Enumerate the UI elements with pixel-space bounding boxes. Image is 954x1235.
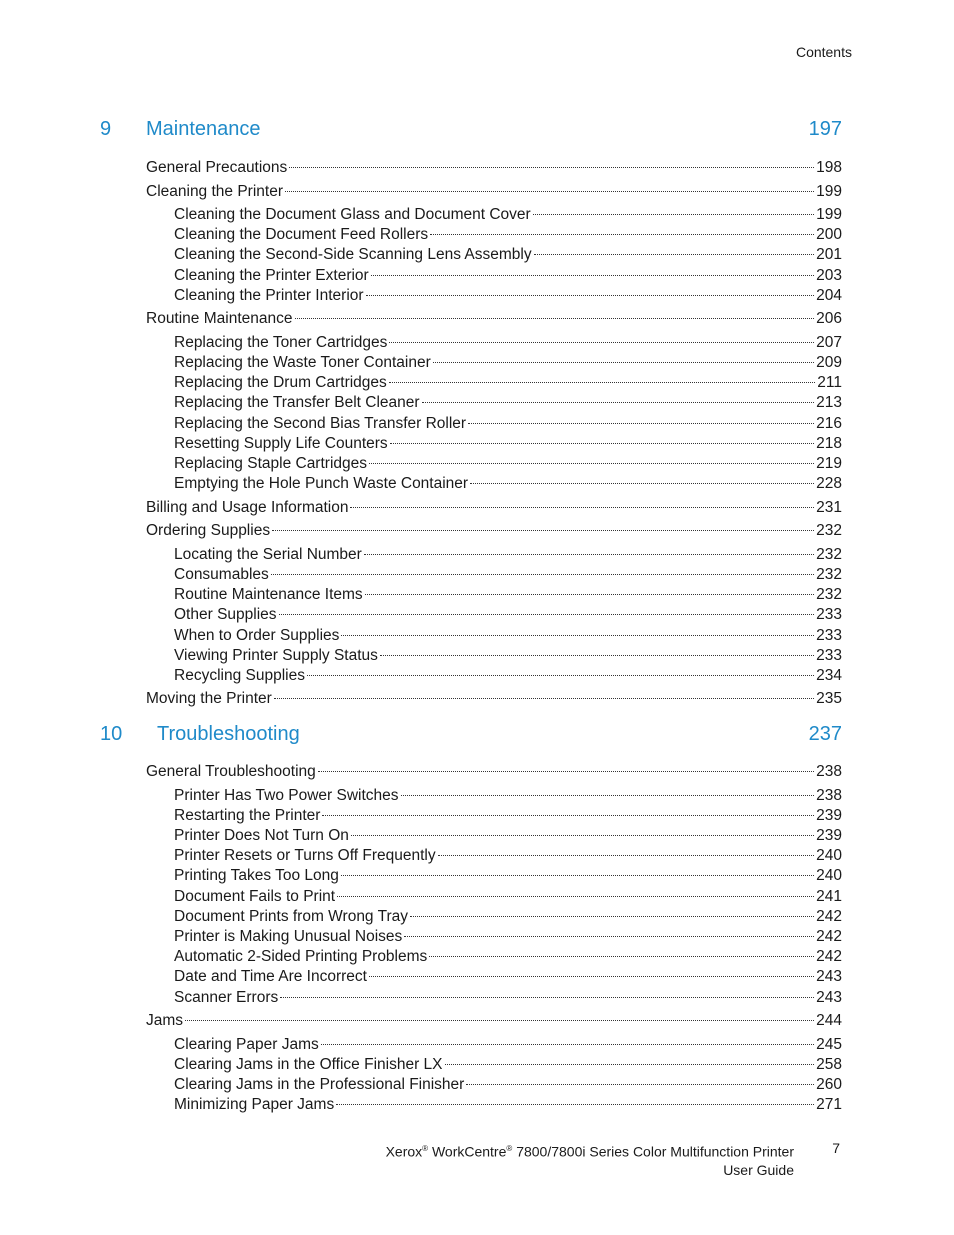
dot-leader bbox=[533, 214, 814, 215]
toc-entry-label: Ordering Supplies bbox=[146, 522, 271, 540]
toc-entry-page: 207 bbox=[816, 333, 842, 351]
chapter-number: 10 bbox=[100, 723, 123, 745]
toc-entry-page: 233 bbox=[816, 646, 842, 664]
toc-entry-label: Viewing Printer Supply Status bbox=[174, 646, 378, 664]
toc-entry-page: 238 bbox=[816, 763, 842, 780]
toc-subentry[interactable] bbox=[174, 928, 842, 948]
chapter-heading[interactable] bbox=[100, 118, 842, 146]
toc-entry-label: Scanner Errors bbox=[174, 988, 279, 1006]
dot-leader bbox=[534, 254, 815, 255]
toc-entry-label: Restarting the Printer bbox=[174, 806, 321, 824]
toc-entry-label: Resetting Supply Life Counters bbox=[174, 434, 388, 452]
toc-entry-page: 271 bbox=[816, 1096, 842, 1114]
toc-entry-label: Document Prints from Wrong Tray bbox=[174, 907, 409, 925]
toc-entry[interactable] bbox=[146, 183, 842, 203]
toc-entry[interactable] bbox=[146, 690, 842, 710]
toc-entry-page: 235 bbox=[816, 690, 842, 708]
toc-subentry[interactable] bbox=[174, 827, 842, 847]
chapter-title: Maintenance bbox=[146, 118, 261, 140]
dot-leader bbox=[389, 382, 815, 383]
dot-leader bbox=[390, 443, 814, 444]
toc-entry-page: 242 bbox=[816, 927, 842, 945]
toc-subentry[interactable] bbox=[174, 807, 842, 827]
dot-leader bbox=[341, 635, 814, 636]
toc-subentry[interactable] bbox=[174, 989, 842, 1009]
toc-entry-page: 232 bbox=[816, 565, 842, 583]
dot-leader bbox=[470, 483, 814, 484]
toc-entry-label: General Troubleshooting bbox=[146, 763, 316, 780]
dot-leader bbox=[445, 1064, 815, 1065]
dot-leader bbox=[429, 956, 814, 957]
toc-subentry[interactable] bbox=[174, 394, 842, 414]
toc-entry-page: 216 bbox=[816, 414, 842, 432]
dot-leader bbox=[280, 997, 814, 998]
toc-subentry[interactable] bbox=[174, 1096, 842, 1116]
toc-subentry[interactable] bbox=[174, 287, 842, 307]
dot-leader bbox=[468, 423, 814, 424]
toc-entry-page: 232 bbox=[816, 586, 842, 604]
toc-entry[interactable] bbox=[146, 499, 842, 519]
toc-subentry[interactable] bbox=[174, 374, 842, 394]
toc-entry-page: 204 bbox=[816, 286, 842, 304]
toc-entry-label: Routine Maintenance bbox=[146, 310, 293, 328]
toc-subentry[interactable] bbox=[174, 546, 842, 566]
toc-entry-label: Cleaning the Printer Exterior bbox=[174, 266, 369, 284]
toc-entry-page: 260 bbox=[816, 1075, 842, 1093]
dot-leader bbox=[364, 554, 814, 555]
toc-entry-label: Emptying the Hole Punch Waste Container bbox=[174, 475, 469, 493]
toc-entry-page: 242 bbox=[816, 907, 842, 925]
dot-leader bbox=[401, 795, 815, 796]
toc-entry-page: 244 bbox=[816, 1012, 842, 1029]
toc-entry-label: Replacing the Toner Cartridges bbox=[174, 333, 388, 351]
toc-subentry[interactable] bbox=[174, 948, 842, 968]
toc-entry-label: General Precautions bbox=[146, 159, 288, 176]
toc-entry-label: Clearing Jams in the Professional Finisher bbox=[174, 1075, 465, 1093]
footer-product-line bbox=[300, 1140, 794, 1161]
toc-subentry[interactable] bbox=[174, 606, 842, 626]
toc-subentry[interactable] bbox=[174, 647, 842, 667]
registered-mark: ® bbox=[422, 1144, 429, 1153]
dot-leader bbox=[430, 234, 814, 235]
toc-subentry[interactable] bbox=[174, 908, 842, 928]
toc-entry-label: Cleaning the Document Feed Rollers bbox=[174, 226, 429, 244]
toc-entry[interactable] bbox=[146, 522, 842, 542]
toc-entry-page: 232 bbox=[816, 522, 842, 540]
toc-entry[interactable] bbox=[146, 310, 842, 330]
dot-leader bbox=[366, 295, 815, 296]
toc-entry-label: Printer is Making Unusual Noises bbox=[174, 927, 403, 945]
toc-entry-page: 209 bbox=[816, 354, 842, 371]
toc-entry-label: Replacing the Drum Cartridges bbox=[174, 374, 387, 392]
toc-entry-page: 211 bbox=[817, 374, 842, 392]
toc-subentry[interactable] bbox=[174, 847, 842, 867]
toc-entry-page: 238 bbox=[816, 786, 842, 804]
toc-entry-page: 206 bbox=[816, 310, 842, 328]
toc-subentry[interactable] bbox=[174, 627, 842, 647]
toc-subentry[interactable] bbox=[174, 787, 842, 807]
toc-entry-page: 240 bbox=[816, 847, 842, 865]
toc-subentry[interactable] bbox=[174, 354, 842, 374]
toc-entry[interactable] bbox=[146, 159, 842, 179]
toc-entry-label: Automatic 2-Sided Printing Problems bbox=[174, 948, 428, 966]
dot-leader bbox=[466, 1084, 814, 1085]
toc-subentry[interactable] bbox=[174, 334, 842, 354]
dot-leader bbox=[279, 614, 815, 615]
toc-entry-label: Routine Maintenance Items bbox=[174, 586, 363, 604]
toc-subentry[interactable] bbox=[174, 586, 842, 606]
dot-leader bbox=[336, 1104, 814, 1105]
toc-subentry[interactable] bbox=[174, 968, 842, 988]
dot-leader bbox=[410, 916, 814, 917]
toc-entry-label: Moving the Printer bbox=[146, 690, 272, 708]
toc-entry-page: 218 bbox=[816, 434, 842, 452]
toc-entry-page: 219 bbox=[816, 455, 842, 472]
chapter-number: 9 bbox=[100, 118, 112, 140]
toc-entry-label: Clearing Jams in the Office Finisher LX bbox=[174, 1055, 443, 1073]
toc-entry-label: Printing Takes Too Long bbox=[174, 867, 339, 885]
chapter-title: Troubleshooting bbox=[157, 723, 300, 745]
toc-subentry[interactable] bbox=[174, 566, 842, 586]
toc-entry-label: Cleaning the Printer Interior bbox=[174, 286, 364, 304]
toc-entry-page: 258 bbox=[816, 1055, 842, 1073]
toc-entry-page: 231 bbox=[816, 498, 842, 516]
toc-subentry[interactable] bbox=[174, 455, 842, 475]
footer-series: 7800/7800i Series Color Multifunction Printer bbox=[516, 1143, 794, 1160]
dot-leader bbox=[351, 835, 814, 836]
toc-entry-label: Other Supplies bbox=[174, 606, 277, 624]
dot-leader bbox=[433, 362, 814, 363]
page-number: 7 bbox=[832, 1140, 840, 1156]
toc-subentry[interactable] bbox=[174, 475, 842, 495]
toc-entry-page: 200 bbox=[816, 226, 842, 244]
dot-leader bbox=[380, 655, 814, 656]
toc-entry-page: 233 bbox=[816, 606, 842, 624]
toc-subentry[interactable] bbox=[174, 226, 842, 246]
dot-leader bbox=[369, 463, 814, 464]
dot-leader bbox=[389, 342, 814, 343]
dot-leader bbox=[341, 875, 814, 876]
toc-entry-page: 239 bbox=[816, 806, 842, 824]
toc-entry-page: 243 bbox=[816, 968, 842, 986]
toc-entry-label: Printer Does Not Turn On bbox=[174, 826, 349, 844]
dot-leader bbox=[350, 507, 814, 508]
toc-entry[interactable] bbox=[146, 763, 842, 783]
toc-entry-page: 199 bbox=[816, 206, 842, 223]
toc-entry-page: 233 bbox=[816, 626, 842, 644]
footer-brand: Xerox bbox=[385, 1143, 423, 1160]
toc-entry-page: 203 bbox=[816, 266, 842, 284]
toc-entry-page: 213 bbox=[816, 394, 842, 412]
toc-entry-label: Document Fails to Print bbox=[174, 887, 336, 905]
toc-subentry[interactable] bbox=[174, 1076, 842, 1096]
toc-entry-label: Consumables bbox=[174, 565, 269, 583]
footer-guide: User Guide bbox=[723, 1161, 794, 1178]
toc-subentry[interactable] bbox=[174, 435, 842, 455]
dot-leader bbox=[307, 675, 814, 676]
dot-leader bbox=[274, 698, 814, 699]
running-header: Contents bbox=[795, 44, 852, 60]
toc-entry-label: Printer Has Two Power Switches bbox=[174, 786, 399, 804]
toc-entry-page: 241 bbox=[816, 887, 842, 905]
chapter-heading[interactable] bbox=[100, 723, 842, 751]
toc-entry-label: Cleaning the Second-Side Scanning Lens Assembly bbox=[174, 246, 532, 264]
toc-entry-label: Recycling Supplies bbox=[174, 666, 305, 684]
toc-entry-label: Locating the Serial Number bbox=[174, 545, 362, 563]
toc-entry-label: Replacing Staple Cartridges bbox=[174, 455, 367, 472]
toc-entry-label: Jams bbox=[146, 1012, 184, 1029]
toc-entry-label: Printer Resets or Turns Off Frequently bbox=[174, 847, 436, 865]
dot-leader bbox=[322, 815, 814, 816]
toc-entry-page: 234 bbox=[816, 666, 842, 684]
toc-entry-page: 245 bbox=[816, 1035, 842, 1053]
toc-subentry[interactable] bbox=[174, 1056, 842, 1076]
dot-leader bbox=[438, 855, 815, 856]
chapter-page: 197 bbox=[808, 118, 842, 140]
toc-entry-page: 243 bbox=[816, 988, 842, 1006]
toc-subentry[interactable] bbox=[174, 1036, 842, 1056]
toc-entry-label: Replacing the Transfer Belt Cleaner bbox=[174, 394, 420, 412]
toc-entry-label: When to Order Supplies bbox=[174, 626, 340, 644]
toc-entry-label: Replacing the Second Bias Transfer Roller bbox=[174, 414, 467, 432]
dot-leader bbox=[422, 402, 815, 403]
dot-leader bbox=[318, 771, 814, 772]
footer bbox=[300, 1140, 794, 1179]
dot-leader bbox=[404, 936, 814, 937]
toc-entry-label: Date and Time Are Incorrect bbox=[174, 968, 367, 986]
toc-subentry[interactable] bbox=[174, 888, 842, 908]
toc-entry[interactable] bbox=[146, 1012, 842, 1032]
toc-subentry[interactable] bbox=[174, 867, 842, 887]
chapter-page: 237 bbox=[808, 723, 842, 745]
dot-leader bbox=[271, 574, 814, 575]
toc-entry-label: Minimizing Paper Jams bbox=[174, 1096, 335, 1114]
toc-entry-page: 242 bbox=[816, 948, 842, 966]
dot-leader bbox=[369, 976, 814, 977]
dot-leader bbox=[321, 1044, 814, 1045]
toc-entry-label: Cleaning the Document Glass and Document Cover bbox=[174, 206, 531, 223]
toc-entry-page: 239 bbox=[816, 826, 842, 844]
dot-leader bbox=[295, 318, 815, 319]
dot-leader bbox=[371, 275, 814, 276]
dot-leader bbox=[289, 167, 814, 168]
toc-entry-page: 199 bbox=[816, 182, 842, 200]
toc-subentry[interactable] bbox=[174, 415, 842, 435]
toc-entry-label: Clearing Paper Jams bbox=[174, 1035, 319, 1053]
dot-leader bbox=[285, 191, 814, 192]
dot-leader bbox=[337, 896, 814, 897]
toc-entry-page: 232 bbox=[816, 545, 842, 563]
toc-entry-page: 228 bbox=[816, 475, 842, 493]
toc-subentry[interactable] bbox=[174, 246, 842, 266]
toc-subentry[interactable] bbox=[174, 206, 842, 226]
toc-subentry[interactable] bbox=[174, 667, 842, 687]
registered-mark: ® bbox=[506, 1144, 513, 1153]
toc-entry-page: 240 bbox=[816, 867, 842, 885]
toc-entry-page: 201 bbox=[816, 246, 842, 264]
footer-product: WorkCentre bbox=[431, 1143, 507, 1160]
toc-entry-label: Billing and Usage Information bbox=[146, 498, 349, 516]
toc-entry-label: Replacing the Waste Toner Container bbox=[174, 354, 431, 371]
toc-subentry[interactable] bbox=[174, 267, 842, 287]
dot-leader bbox=[365, 594, 814, 595]
dot-leader bbox=[185, 1020, 814, 1021]
toc-entry-label: Cleaning the Printer bbox=[146, 182, 283, 200]
dot-leader bbox=[272, 530, 814, 531]
toc-entry-page: 198 bbox=[816, 159, 842, 176]
